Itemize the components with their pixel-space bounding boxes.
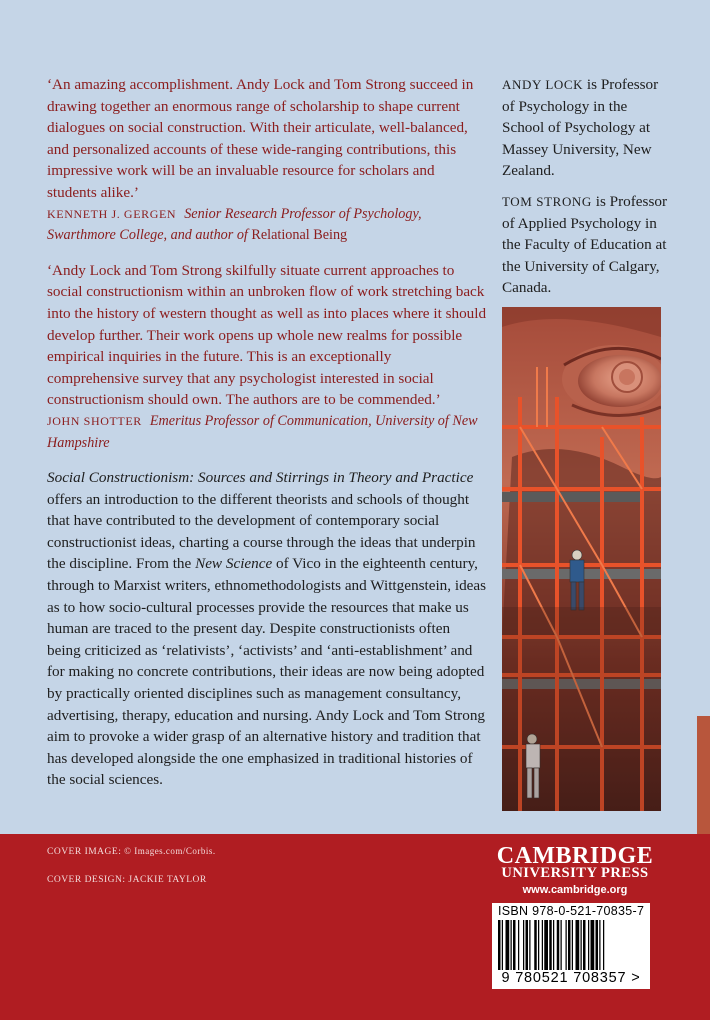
barcode-bar: [513, 920, 516, 970]
author-bio: [502, 191, 672, 299]
barcode-bar: [542, 920, 543, 970]
attribution-shotter: [47, 411, 487, 454]
publisher-subtitle: UNIVERSITY PRESS: [501, 865, 649, 881]
publisher-url: www.cambridge.org: [522, 884, 628, 896]
barcode-bar: [566, 920, 567, 970]
main-column: [47, 74, 487, 791]
description-text: of Vico in the eighteenth century, through to Marxist writers, ethnomethodologists and Wittgenstein, ideas as to how socio-cultural processes provide the resources that make us human are traced to the present day. Despite constructionists often being criticized as ‘relativists’, ‘activists’ and ‘anti-establishment’ and for making no concrete contributions, their ideas are now being adopted by practically oriented disciplines such as management consultancy, advertising, therapy, education and nursing. Andy Lock and Tom Strong aim to provoke a wider grasp of an alternative history and tradition that has developed alongside the one emphasized in traditional histories of the social sciences.: [47, 555, 487, 789]
barcode-bar: [576, 920, 580, 970]
barcode-bar: [538, 920, 539, 970]
scaffold-statue-illustration: [502, 307, 661, 811]
barcode-bar: [599, 920, 600, 970]
barcode-bar: [583, 920, 586, 970]
description-text: offers an introduction to the different theorists and schools of thought that have contributed to the development of contemporary social constructionist ideas, charting a course through the ideas that underpin the discipline. From the: [47, 490, 476, 573]
barcode-bar: [596, 920, 599, 970]
author-bio-text: is Professor of Applied Psychology in the Faculty of Education at the University of Calgary, Canada.: [502, 192, 668, 297]
barcode-bar: [511, 920, 512, 970]
barcode-bar: [502, 920, 503, 970]
barcode-bar: [568, 920, 571, 970]
cover-image-credit: [47, 846, 216, 857]
author-name: ANDY LOCK: [502, 77, 584, 92]
cover-design-credit: [47, 874, 207, 885]
barcode-box: [492, 903, 650, 989]
credit-label: COVER IMAGE:: [47, 847, 122, 857]
book-description: [47, 467, 487, 791]
barcode-bar: [591, 920, 595, 970]
barcode-bar: [518, 920, 519, 970]
attribution-gergen: [47, 204, 487, 247]
barcode-bar: [588, 920, 589, 970]
book-title: Social Constructionism: Sources and Stirrings in Theory and Practice: [47, 469, 474, 487]
attribution-role: Senior Research Professor of Psychology, Swarthmore College, and author of: [47, 205, 422, 244]
attribution-book: Relational Being: [251, 227, 348, 244]
attribution-name: KENNETH J. GERGEN: [47, 206, 177, 221]
barcode-bar: [526, 920, 529, 970]
barcode-bar: [544, 920, 548, 970]
credit-label: COVER DESIGN: JACKIE TAYLOR: [47, 875, 207, 885]
barcode-bar: [523, 920, 524, 970]
credit-value: © Images.com/Corbis.: [124, 846, 216, 856]
isbn-label: ISBN 978-0-521-70835-7: [498, 904, 645, 918]
barcode-bar: [572, 920, 573, 970]
barcode-bar: [553, 920, 554, 970]
barcode-bar: [557, 920, 560, 970]
quote-shotter: ‘Andy Lock and Tom Strong skilfully situate current approaches to social constructionism within an unbroken flow of work stretching back into the history of western thought as well as into places where it should develop further. Their work opens up whole new realms for possible empirical inquiries in the future. This is an exceptionally comprehensive survey that any psychologist interested in social constructionism should own. The authors are to be commended.’: [47, 261, 487, 409]
barcode-bar: [529, 920, 530, 970]
attribution-name: JOHN SHOTTER: [47, 413, 142, 428]
barcode-bar: [534, 920, 537, 970]
barcode-bar: [549, 920, 552, 970]
barcode-bar: [561, 920, 562, 970]
attribution-role: Emeritus Professor of Communication, University of New Hampshire: [47, 412, 478, 451]
quote-gergen: ‘An amazing accomplishment. Andy Lock and Tom Strong succeed in drawing together an enormous range of scholarship to shape current dialogues on social construction. With their articulate, well-balanced, and personalized accounts of these wide-ranging contributions, this impressive work will be an invaluable resource for scholars and students alike.’: [47, 76, 474, 201]
author-bio: [502, 74, 672, 182]
barcode-bar: [506, 920, 510, 970]
barcode-bar: [498, 920, 501, 970]
author-bio-text: is Professor of Psychology in the School of Psychology at Massey University, New Zealand.: [502, 76, 659, 180]
barcode-bars: [496, 920, 646, 970]
barcode-bar: [581, 920, 582, 970]
cover-edge-strip: [697, 716, 710, 834]
new-science-title: New Science: [195, 555, 273, 573]
author-bios: [502, 74, 672, 308]
author-name: TOM STRONG: [502, 193, 592, 209]
barcode-bar: [603, 920, 604, 970]
publisher-logo: CAMBRIDGE: [496, 843, 654, 869]
barcode-digits: 9 780521 708357 >: [501, 970, 641, 986]
cover-photo: [502, 307, 661, 811]
